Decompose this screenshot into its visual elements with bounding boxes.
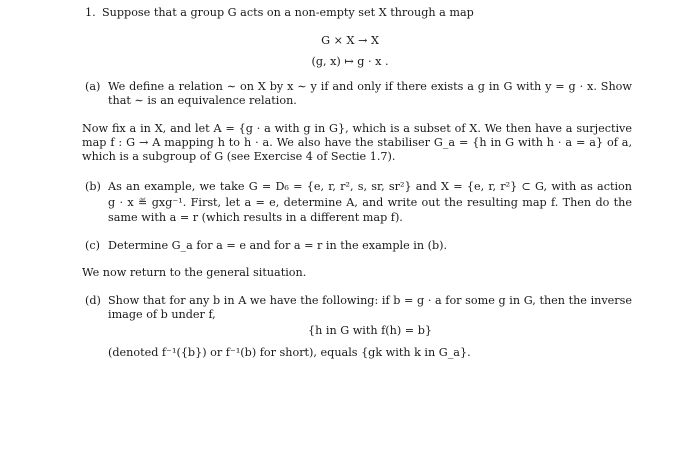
part-d-display: {h in G with f(h) = b}: [308, 324, 432, 337]
part-a-label: (a): [85, 80, 101, 93]
part-d-line-3: (denoted f⁻¹({b}) or f⁻¹(b) for short), equals {gk with k in G_a}.: [108, 346, 471, 359]
part-c-label: (c): [85, 239, 100, 252]
map-rule: (g, x) ↦ g · x .: [311, 55, 389, 68]
part-a-line-1: We define a relation ∼ on X by x ∼ y if and only if there exists a g in G with y = g · x. Show: [108, 80, 632, 93]
middle-line-3: which is a subgroup of G (see Exercise 4 of Sectie 1.7).: [82, 150, 396, 163]
part-c-line-1: Determine G_a for a = e and for a = r in the example in (b).: [108, 239, 448, 252]
middle-line-2: map f : G → A mapping h to h · a. We also have the stabiliser G_a = {h in G with h · a = a} of a,: [82, 136, 632, 149]
middle-line-1: Now fix a in X, and let A = {g · a with g in G}, which is a subset of X. We then have a surjective: [82, 122, 632, 135]
part-b-label: (b): [85, 180, 101, 193]
part-a-line-2: that ∼ is an equivalence relation.: [108, 94, 297, 107]
problem-intro: Suppose that a group G acts on a non-empty set X through a map: [102, 6, 474, 19]
part-b-line-2: g · x ≝ gxg⁻¹. First, let a = e, determine A, and write out the resulting map f. Then do the: [108, 196, 632, 209]
problem-number: 1.: [85, 6, 96, 19]
map-signature: G × X → X: [321, 34, 379, 47]
part-d-line-2: image of b under f,: [108, 308, 216, 321]
part-d-label: (d): [85, 294, 101, 307]
return-line: We now return to the general situation.: [82, 266, 307, 279]
part-d-line-1: Show that for any b in A we have the following: if b = g · a for some g in G, then the inverse: [108, 294, 632, 307]
part-b-line-3: same with a = r (which results in a different map f).: [108, 211, 403, 224]
part-b-line-1: As an example, we take G = D₆ = {e, r, r², s, sr, sr²} and X = {e, r, r²} ⊂ G, with as action: [108, 180, 632, 193]
